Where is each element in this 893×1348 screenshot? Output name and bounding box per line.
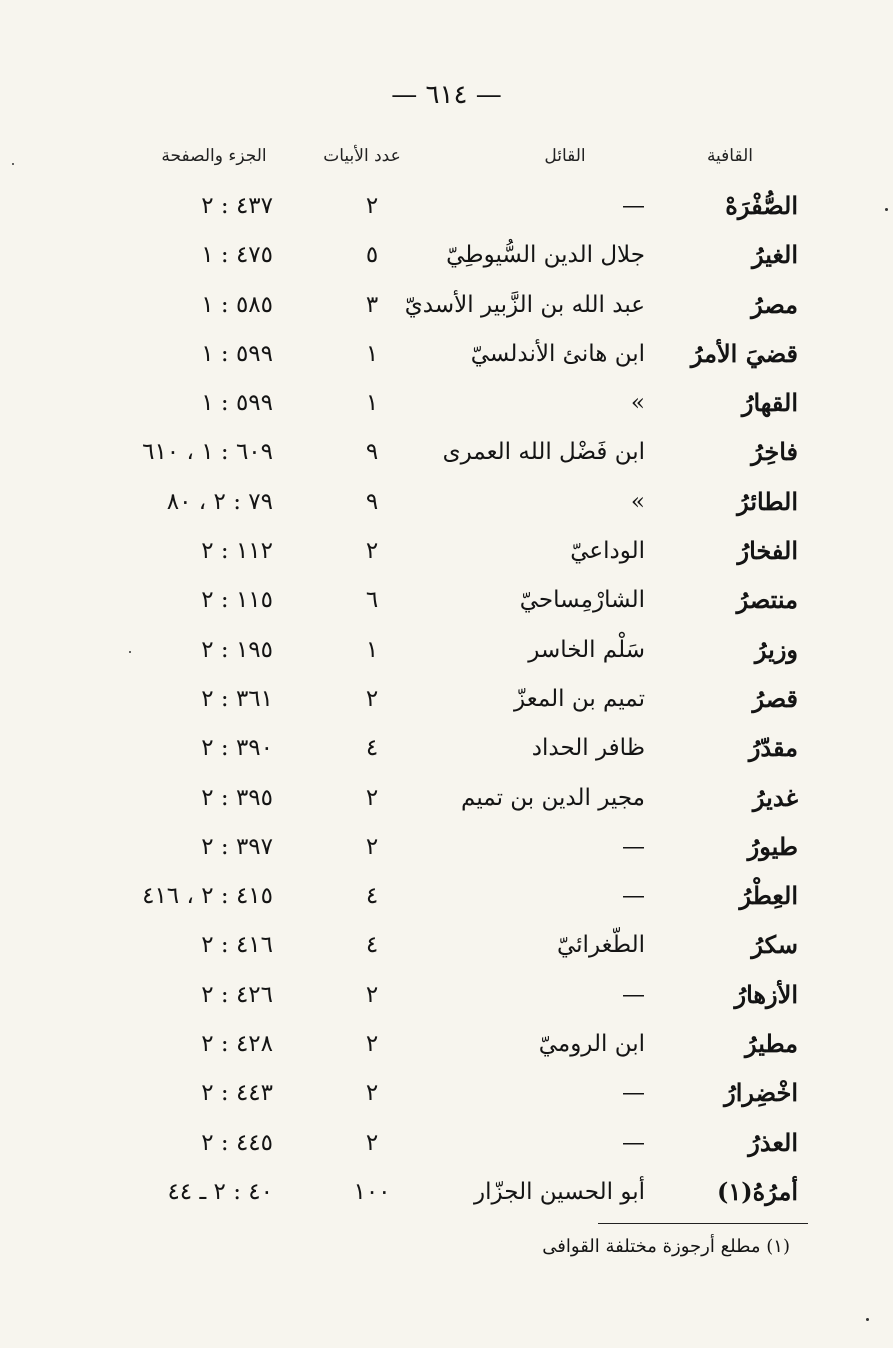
poet-cell: الطّغرائيّ — [556, 932, 645, 959]
verse-count-cell: ٢ — [365, 833, 379, 860]
footnote: (١) مطلع أرجوزة مختلفة القوافى — [542, 1236, 790, 1257]
poet-cell: — — [622, 193, 645, 219]
rhyme-cell: وزيرُ — [754, 634, 798, 664]
scan-speck — [12, 163, 14, 165]
header-rhyme: القافية — [706, 146, 753, 166]
poet-cell: جلال الدين السُّيوطِيّ — [446, 242, 645, 269]
table-row — [0, 876, 893, 925]
reference-cell: ٤٢٦ : ٢ — [201, 981, 273, 1008]
table-row — [0, 630, 893, 679]
verse-count-cell: ١ — [365, 340, 379, 367]
header-poet: القائل — [544, 146, 586, 166]
reference-cell: ٤١٥ : ٢ ، ٤١٦ — [142, 883, 273, 910]
reference-cell: ٣٦١ : ٢ — [201, 685, 273, 712]
index-table — [0, 186, 893, 1221]
table-row — [0, 778, 893, 827]
poet-cell: ابن فَضْل الله العمرى — [442, 439, 645, 466]
rhyme-cell: غديرُ — [752, 782, 798, 812]
reference-cell: ٤٧٥ : ١ — [201, 242, 273, 269]
header-reference: الجزء والصفحة — [161, 146, 267, 166]
table-row — [0, 235, 893, 284]
rhyme-cell: قصرُ — [752, 683, 798, 713]
rhyme-cell: منتصرُ — [736, 585, 798, 615]
poet-cell: — — [622, 833, 645, 860]
verse-count-cell: ٢ — [365, 1031, 379, 1058]
verse-count-cell: ٤ — [365, 735, 379, 762]
reference-cell: ٤٣٧ : ٢ — [201, 193, 273, 219]
reference-cell: ٦٠٩ : ١ ، ٦١٠ — [142, 439, 273, 466]
poet-cell: » — [630, 488, 645, 515]
poet-cell: أبو الحسين الجزّار — [474, 1178, 645, 1205]
verse-count-cell: ١٠٠ — [353, 1178, 391, 1205]
rhyme-cell: طيورُ — [747, 831, 798, 861]
verse-count-cell: ٢ — [365, 538, 379, 565]
poet-cell: ظافر الحداد — [531, 735, 645, 762]
verse-count-cell: ٢ — [365, 1080, 379, 1107]
rhyme-cell: أمرُهُ(١) — [717, 1176, 798, 1206]
reference-cell: ٥٩٩ : ١ — [201, 340, 273, 367]
rhyme-cell: مقدّرُ — [748, 733, 798, 763]
rhyme-cell: العذرُ — [748, 1127, 798, 1157]
reference-cell: ٣٩٠ : ٢ — [201, 735, 273, 762]
table-row — [0, 1123, 893, 1172]
table-row — [0, 728, 893, 777]
reference-cell: ٤١٦ : ٢ — [201, 932, 273, 959]
verse-count-cell: ٥ — [365, 242, 379, 269]
table-row — [0, 679, 893, 728]
table-row — [0, 1172, 893, 1221]
poet-cell: » — [630, 390, 645, 417]
rhyme-cell: قضيَ الأمرُ — [690, 338, 798, 368]
reference-cell: ٤٤٣ : ٢ — [201, 1080, 273, 1107]
rhyme-cell: الفخارُ — [737, 536, 798, 566]
reference-cell: ٧٩ : ٢ ، ٨٠ — [166, 488, 273, 515]
table-row — [0, 1024, 893, 1073]
rhyme-cell: الغيرُ — [751, 240, 798, 270]
reference-cell: ٣٩٧ : ٢ — [201, 833, 273, 860]
page-number: — ٦١٤ — — [391, 80, 502, 110]
table-row — [0, 925, 893, 974]
rhyme-cell: القهارُ — [741, 388, 798, 418]
verse-count-cell: ٢ — [365, 1129, 379, 1156]
rhyme-cell: مصرُ — [751, 289, 798, 319]
table-row — [0, 285, 893, 334]
rhyme-cell: الطائرُ — [737, 486, 798, 516]
reference-cell: ١٩٥ : ٢ — [201, 636, 273, 663]
poet-cell: مجير الدين بن تميم — [461, 784, 645, 811]
reference-cell: ٥٨٥ : ١ — [201, 291, 273, 318]
verse-count-cell: ٤ — [365, 883, 379, 910]
verse-count-cell: ٩ — [365, 488, 379, 515]
table-row — [0, 1073, 893, 1122]
rhyme-cell: سكرُ — [751, 930, 798, 960]
table-row — [0, 432, 893, 481]
reference-cell: ٤٤٥ : ٢ — [201, 1129, 273, 1156]
verse-count-cell: ٦ — [365, 587, 379, 614]
verse-count-cell: ٤ — [365, 932, 379, 959]
reference-cell: ٣٩٥ : ٢ — [201, 784, 273, 811]
header-verse-count: عدد الأبيات — [323, 146, 401, 166]
verse-count-cell: ٢ — [365, 981, 379, 1008]
reference-cell: ١١٢ : ٢ — [201, 538, 273, 565]
poet-cell: الشارْمِساحيّ — [519, 587, 645, 614]
scan-speck — [866, 1318, 869, 1321]
poet-cell: تميم بن المعزّ — [514, 685, 645, 712]
poet-cell: — — [622, 981, 645, 1008]
scan-speck — [885, 208, 888, 211]
rhyme-cell: اخْضِرارُ — [724, 1078, 798, 1108]
poet-cell: عبد الله بن الزَّبير الأسديّ — [404, 291, 645, 318]
poet-cell: سَلْم الخاسر — [528, 636, 645, 663]
verse-count-cell: ١ — [365, 636, 379, 663]
verse-count-cell: ٢ — [365, 784, 379, 811]
rhyme-cell: العِطْرُ — [739, 881, 798, 911]
scan-speck — [129, 651, 131, 653]
verse-count-cell: ٣ — [365, 291, 379, 318]
reference-cell: ٤٠ : ٢ ـ ٤٤ — [167, 1178, 273, 1205]
reference-cell: ٤٢٨ : ٢ — [201, 1031, 273, 1058]
rhyme-cell: الصُّفْرَهْ — [725, 191, 798, 220]
footnote-divider — [598, 1223, 808, 1224]
poet-cell: — — [622, 1080, 645, 1107]
rhyme-cell: مطيرُ — [744, 1029, 798, 1059]
table-row — [0, 334, 893, 383]
table-row — [0, 186, 893, 235]
table-row — [0, 383, 893, 432]
rhyme-cell: فاخِرُ — [751, 437, 798, 467]
table-row — [0, 531, 893, 580]
rhyme-cell: الأزهارُ — [734, 979, 798, 1009]
poet-cell: ابن هانئ الأندلسيّ — [470, 340, 645, 367]
table-row — [0, 482, 893, 531]
poet-cell: — — [622, 883, 645, 910]
table-row — [0, 975, 893, 1024]
verse-count-cell: ١ — [365, 390, 379, 417]
poet-cell: — — [622, 1129, 645, 1156]
poet-cell: ابن الروميّ — [538, 1031, 645, 1058]
verse-count-cell: ٢ — [365, 685, 379, 712]
table-row — [0, 580, 893, 629]
reference-cell: ٥٩٩ : ١ — [201, 390, 273, 417]
verse-count-cell: ٢ — [365, 193, 379, 219]
table-row — [0, 827, 893, 876]
reference-cell: ١١٥ : ٢ — [201, 587, 273, 614]
poet-cell: الوداعيّ — [570, 538, 645, 565]
verse-count-cell: ٩ — [365, 439, 379, 466]
